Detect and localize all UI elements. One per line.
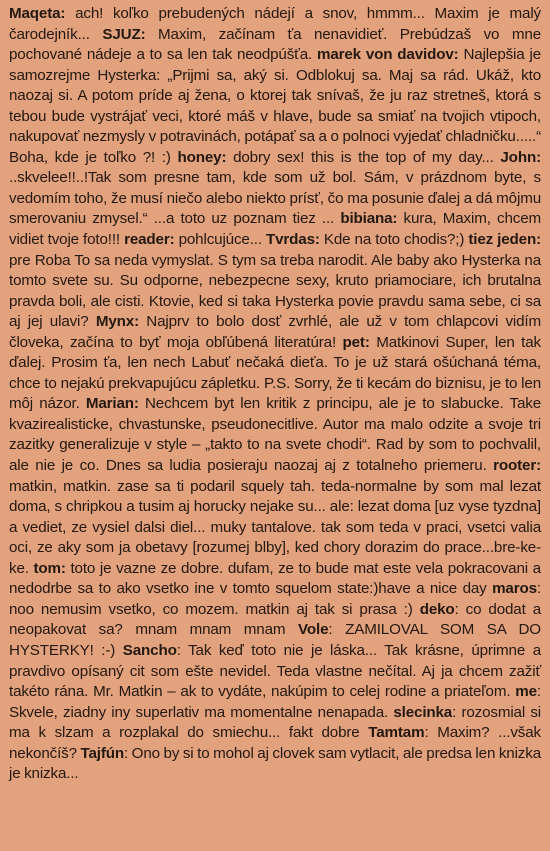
comment-text: : Ono by si to mohol aj clovek sam vytlacit, ale predsa len knizka je knizka... <box>9 744 541 783</box>
commenter-name: John: <box>500 148 541 166</box>
comment-text: Maxim, začínam ťa nenavidieť. Prebúdzaš vo mne pochované nádeje a to sa len tak neodpúšťa. <box>9 25 541 64</box>
comment-text: : noo nemusim vsetko, co mozem. matkin aj tak si prasa :) <box>9 580 541 618</box>
comment-text: Kde na toto chodis?;) <box>319 231 469 249</box>
comment-text: dobry sex! this is the top of my day... <box>226 148 501 166</box>
commenter-name: Vole <box>298 621 329 639</box>
comment-text: : Maxim? ...však nekončíš? <box>9 724 541 762</box>
commenter-name: Sancho <box>122 641 177 659</box>
commenter-name: me <box>515 683 537 701</box>
commenter-name: Tajfún <box>80 744 125 762</box>
comment <box>9 560 541 598</box>
comment-text: : Tak keď toto nie je láska... Tak krásne, úprimne a pravdivo opísaný cit som ešte nevidel. Teda vlastne nečítal. Aj ja chcem zažiť takéto rána. Mr. Matkin – ak to vydáte, nakúpim to celej rodine a priateľom. <box>9 641 541 701</box>
commenter-name: honey: <box>177 148 227 166</box>
comment <box>177 149 500 166</box>
commenter-name: reader: <box>124 231 175 249</box>
commenter-name: bibiana: <box>340 210 398 228</box>
commenter-name: tom: <box>33 559 66 577</box>
comment-text: : ZAMILOVAL SOM SA DO HYSTERKY! :-) <box>9 621 541 659</box>
comment-text: Najprv to bolo dosť zvrhlé, ale už v tom chlapcovi vidím človeka, začína to byť moja obľúbená literatúra! <box>9 313 541 351</box>
commenter-name: slecinka <box>393 703 453 721</box>
comment-text: ach! koľko prebudených nádejí a snov, hmmm... Maxim je malý čarodejník... <box>9 5 541 43</box>
commenter-name: Tvrdas: <box>266 231 320 249</box>
commenter-name: pet: <box>342 333 370 351</box>
comment-text: pre Roba To sa neda vymyslat. S tym sa treba narodit. Ale baby ako Hysterka na tomto svete su. Su odporne, nebezpecne sexy, kruto priamociare, ich brutalna pravda boli, ale cisti. Ktovie, ked si taka Hysterka povie pravdu sama sebe, ci sa aj jej ulavi? <box>9 251 541 331</box>
commenter-name: maros <box>492 580 537 598</box>
comment-text: matkin, matkin. zase sa ti podaril squely tah. teda-normalne by som mal lezat doma, s chripkou a tusim aj horucky nejake su... ale: lezat doma [uz vyse tyzdna] a vediet, ze vysiel dalsi diel... muky tantalove. tak som teda v praci, vsetci valia oci, ze aky som ja obetavy [rozumej blby], ked chory dorazim do prace...bre-ke-ke. <box>9 477 541 577</box>
commenter-name: deko <box>419 600 455 618</box>
comment-text: kura, Maxim, chcem vidiet tvoje foto!!! <box>9 210 541 249</box>
comment-text: Nechcem byt len kritik z principu, ale je to slabucke. Take kvazirealisticke, chvastunske, pseudonecitlive. Autor ma malo odzite a svoje tri zazitky generalizuje v style – „takto to na svete chodi“. Rad by som to pochvalil, ale nie je co. Dnes sa ludia posieraju naozaj aj z totalneho priemeru. <box>9 395 541 475</box>
comment-text: pohlcujúce... <box>174 231 266 249</box>
comment-text: : Skvele, ziadny iny superlativ ma momentalne nenapada. <box>9 683 541 721</box>
comment-text: ..skvelee!!..!Tak som presne tam, kde som už bol. Sám, v prázdnom byte, s vedomím toho, že musí niečo alebo niekto prísť, čo ma posunie ďalej a dá môjmu smerovaniu zmysel.“ ...a toto uz poznam tiez ... <box>9 169 541 228</box>
commenter-name: Maqeta: <box>9 5 66 22</box>
commenter-name: rooter: <box>493 457 541 475</box>
comment <box>9 395 541 474</box>
commenter-name: Mynx: <box>95 313 139 331</box>
commenter-name: Tamtam <box>368 724 425 742</box>
comment <box>124 231 266 248</box>
reader-comments-column <box>9 4 541 785</box>
comment-text: Matkinovi Super, len tak ďalej. Prosim ťa, len nech Labuť nečaká dieťa. To je už stará ošúchaná téma, chce to nejakú prekvapujúcu zápletku. P.S. Sorry, že ti kecám do biznisu, je to len môj názor. <box>9 333 541 413</box>
comment <box>266 231 468 248</box>
comment-text: : co dodat a neopakovat sa? mnam mnam mnam <box>9 600 541 639</box>
comment-text: toto je vazne ze dobre. dufam, ze to bude mat este vela pokracovani a nedodrbe sa to ako vsetko ine v tomto squelom state:)have a nice day <box>9 559 541 598</box>
commenter-name: marek von davidov: <box>316 46 459 64</box>
comment-text: Najlepšia je samozrejme Hysterka: „Prijmi sa, aký si. Odblokuj sa. Maj sa rád. Ukáž, kto naozaj si. A potom príde aj žena, o ktorej tak snívaš, že ju raz stretneš, ktorá s tebou bude vystrájať veci, ktoré máš v hlave, bude sa smiať na tvojich vtipoch, nakupovať nezmysly v potravinách, potápať sa a o polnoci vyjedať chladničku.....“ Boha, kde je toľko ?! :) <box>9 46 541 166</box>
comment-text: : rozosmial si ma k slzam a rozplakal do smiechu... fakt dobre <box>9 703 541 742</box>
commenter-name: tiez jeden: <box>468 231 541 249</box>
comment <box>9 745 541 783</box>
commenter-name: SJUZ: <box>102 25 146 43</box>
commenter-name: Marian: <box>85 395 139 413</box>
